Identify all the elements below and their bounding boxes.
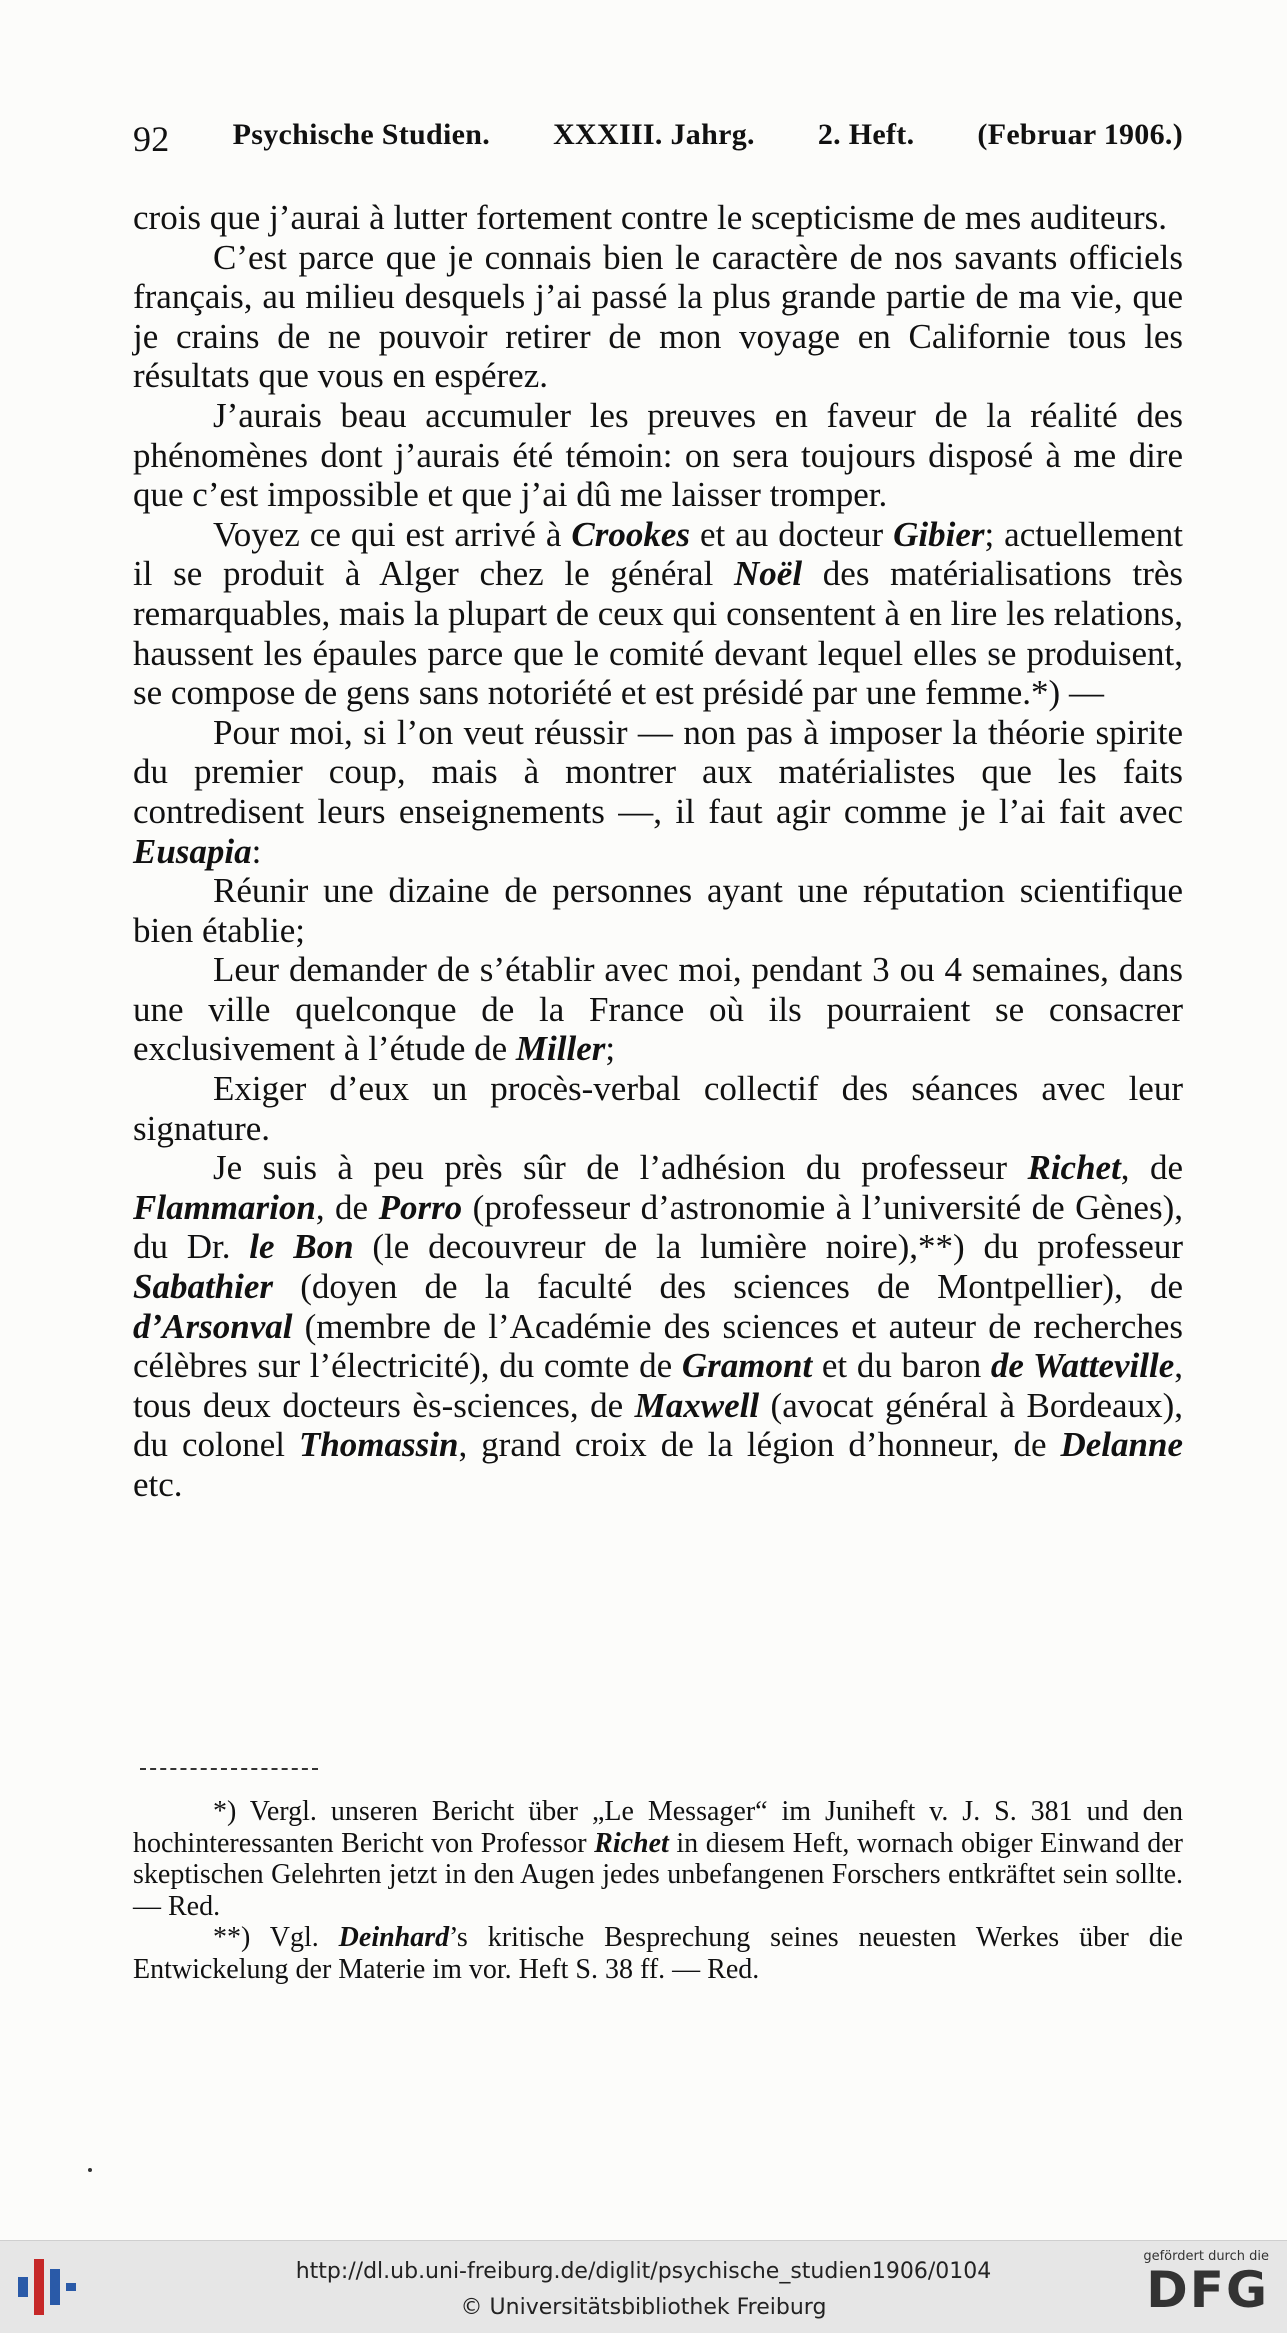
journal-title: Psychische Studien.	[232, 118, 491, 151]
viewer-footer	[0, 2240, 1287, 2333]
name-noel: Noël	[734, 554, 803, 594]
text-run: , grand croix de la légion d’honneur, de	[458, 1425, 1061, 1465]
text-run: ’s kritische Besprechung seines neuesten Werkes über die Entwickelung der Materie im vor. Heft S. 38 ff. — Red.	[133, 1922, 1183, 1985]
footnote	[133, 1922, 1183, 1985]
text-run: Leur demander de s’établir avec moi, pendant 3 ou 4 semaines, dans une ville quelconque de la France où ils pourraient se consacrer exclusivement à l’étude de	[133, 950, 1183, 1069]
text-run: ; actuellement il se produit à Alger chez le général	[133, 514, 1183, 594]
paragraph	[133, 1148, 1183, 1504]
name-gibier: Gibier	[893, 514, 985, 554]
paragraph: crois que j’aurai à lutter fortement contre le scepticisme de mes auditeurs.	[133, 198, 1168, 237]
text-run: Voyez ce qui est arrivé à	[213, 514, 572, 554]
main-text	[133, 198, 1183, 1505]
text-run: , de	[315, 1187, 379, 1227]
text-run: **) Vgl.	[213, 1922, 339, 1953]
issue-label: 2. Heft.	[817, 118, 915, 151]
text-run: in diesem Heft, wornach obiger Einwand der skeptischen Gelehrten jetzt in den Augen jedes unbefangenen Forschers entkräftet sein sollte. — Red.	[133, 1827, 1183, 1922]
name-arsonval: d’Arsonval	[133, 1306, 293, 1346]
scan-speck	[88, 2168, 92, 2172]
text-run: Je suis à peu près sûr de l’adhésion du professeur	[213, 1148, 1028, 1188]
text-run: (le decouvreur de la lumière noire),**) du professeur	[353, 1227, 1183, 1267]
paragraph: C’est parce que je connais bien le caractère de nos savants officiels français, au milieu desquels j’ai passé la plus grande partie de ma vie, que je crains de ne pouvoir retirer de mon voyage en Californie tous les résultats que vous en espérez.	[133, 237, 1183, 396]
dfg-logo	[1129, 2249, 1269, 2319]
name-miller: Miller	[515, 1029, 606, 1069]
source-url-link[interactable]: http://dl.ub.uni-freiburg.de/diglit/psychische_studien1906/0104	[295, 2259, 992, 2284]
sponsor-caption: gefördert durch die	[1143, 2249, 1269, 2264]
paragraph: J’aurais beau accumuler les preuves en faveur de la réalité des phénomènes dont j’aurais été témoin: on sera toujours disposé à me dire que c’est impossible et que j’ai dû me laisser tromper.	[133, 395, 1183, 515]
text-run: et au docteur	[690, 514, 894, 554]
name-richet: Richet	[1027, 1148, 1121, 1188]
text-run: *) Vergl. unseren Bericht über „Le Messager“ im Juniheft v. J. S. 381 und den hochinteressanten Bericht von Professor	[133, 1796, 1183, 1859]
text-run: et du baron	[812, 1346, 991, 1386]
name-delanne: Delanne	[1060, 1425, 1183, 1465]
paragraph	[133, 713, 1183, 871]
issue-date: (Februar 1906.)	[977, 118, 1183, 151]
footnote	[133, 1796, 1183, 1922]
text-run: (doyen de la faculté des sciences de Montpellier), de	[273, 1267, 1183, 1307]
copyright-text: © Universitätsbibliothek Freiburg	[460, 2295, 827, 2320]
paragraph: Exiger d’eux un procès-verbal collectif des séances avec leur signature.	[133, 1069, 1183, 1148]
name-watteville: de Watteville	[990, 1346, 1175, 1386]
name-porro: Porro	[378, 1187, 463, 1227]
volume-label: XXXIII. Jahrg.	[553, 118, 755, 151]
name-thomassin: Thomassin	[298, 1425, 459, 1465]
name-richet: Richet	[594, 1827, 669, 1859]
name-lebon: le Bon	[249, 1227, 354, 1267]
text-run: des matérialisations très remarquables, mais la plupart de ceux qui consentent à en lire les relations, haussent les épaules parce que le comité devant lequel elles se produisent, se compose de gens sans notoriété et est présidé par une femme.*) —	[133, 554, 1183, 713]
footnotes	[133, 1796, 1183, 1985]
name-flammarion: Flammarion	[133, 1187, 316, 1227]
paragraph	[133, 515, 1183, 713]
text-run: , tous deux docteurs ès-sciences, de	[133, 1346, 1184, 1425]
text-run: , de	[1120, 1148, 1183, 1188]
text-run: etc.	[133, 1465, 183, 1504]
text-run: ;	[605, 1029, 616, 1069]
name-eusapia: Eusapia	[133, 831, 252, 871]
page-number: 92	[133, 119, 170, 159]
paragraph: Réunir une dizaine de personnes ayant une réputation scientifique bien établie;	[133, 871, 1183, 950]
text-run: (avocat général à Bordeaux), du colonel	[133, 1385, 1183, 1465]
name-crookes: Crookes	[571, 514, 691, 554]
name-sabathier: Sabathier	[133, 1267, 274, 1307]
name-deinhard: Deinhard	[338, 1922, 450, 1953]
footnote-separator	[140, 1768, 318, 1770]
dfg-logo-text: DFG	[1146, 2261, 1269, 2319]
name-gramont: Gramont	[681, 1346, 813, 1386]
text-run: :	[251, 831, 262, 871]
paragraph	[133, 950, 1183, 1069]
text-run: Pour moi, si l’on veut réussir — non pas à imposer la théorie spirite du premier coup, mais à montrer aux matérialistes que les faits contredisent leurs enseignements —, il faut agir comme je l’ai fait avec	[133, 712, 1183, 831]
name-maxwell: Maxwell	[634, 1385, 760, 1425]
text-run: (membre de l’Académie des sciences et auteur de recherches célèbres sur l’électricité), du comte de	[133, 1306, 1183, 1386]
text-run: (professeur d’astronomie à l’université de Gènes), du Dr.	[133, 1187, 1183, 1267]
running-header	[133, 118, 1183, 160]
